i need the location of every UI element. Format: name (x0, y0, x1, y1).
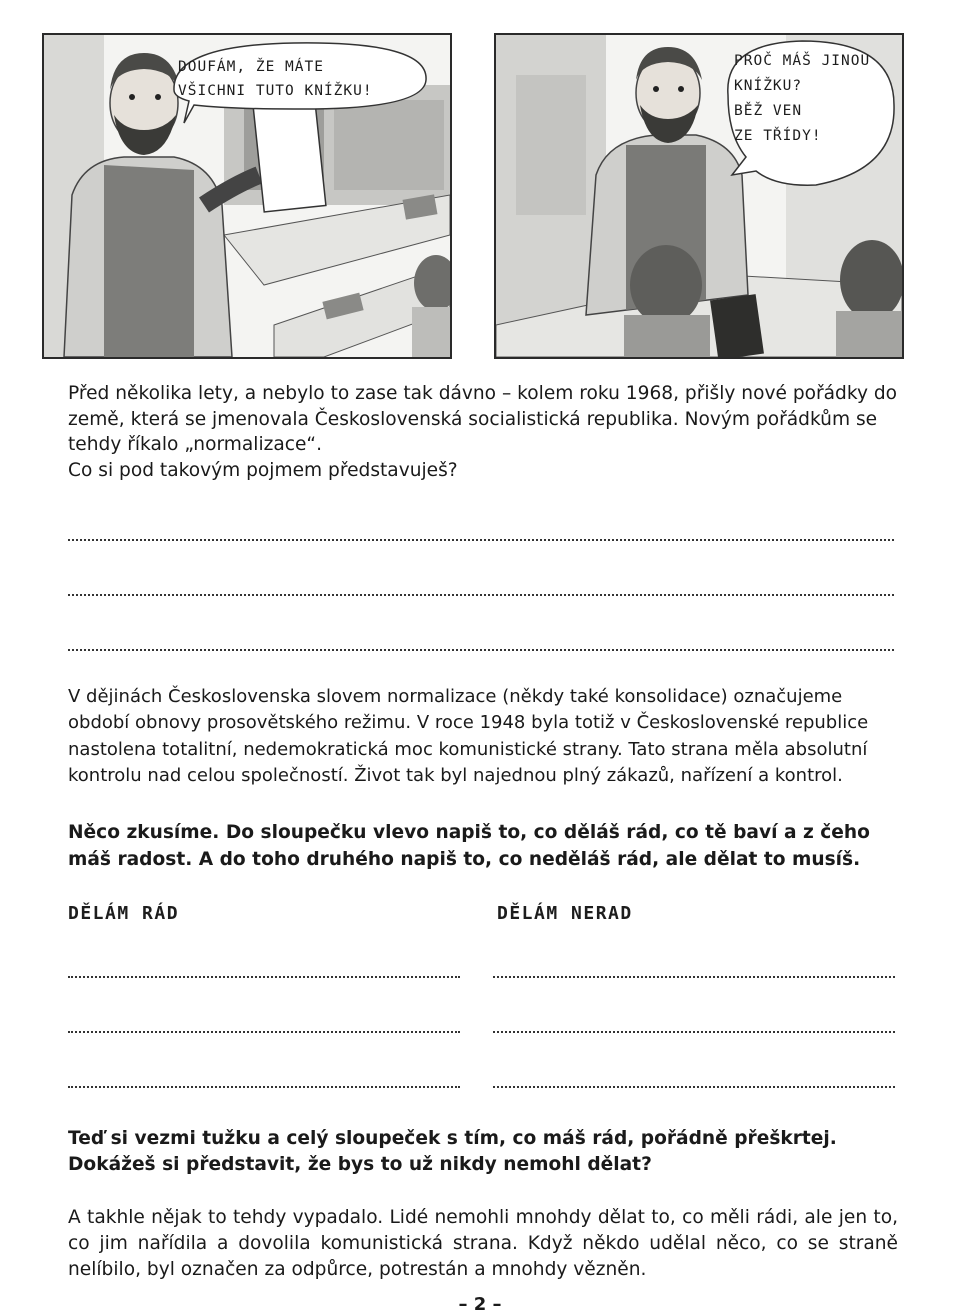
intro-paragraph: Před několika lety, a nebylo to zase tak dávno – kolem roku 1968, přišly nové pořádky do země, která se jmenovala Československá socialistická republika. Novým pořádkům se tehdy říkalo „normalizace“. (68, 383, 898, 455)
answer-line[interactable] (68, 649, 894, 651)
dislike-answer-line[interactable] (493, 1086, 895, 1088)
like-answer-line[interactable] (68, 1031, 460, 1033)
like-answer-line[interactable] (68, 1086, 460, 1088)
crossout-line-1: Teď si vezmi tužku a celý sloupeček s tím, co máš rád, pořádně přeškrtej. (68, 1128, 837, 1149)
answer-line[interactable] (68, 594, 894, 596)
task-instructions: Něco zkusíme. Do sloupečku vlevo napiš to, co děláš rád, co tě baví a z čeho máš radost. A do toho druhého napiš to, co neděláš rád, ale dělat to musíš. (68, 822, 870, 870)
comic-panel-left (42, 33, 452, 359)
answer-line[interactable] (68, 539, 894, 541)
dislike-answer-line[interactable] (493, 1031, 895, 1033)
speech-bubble-left: DOUFÁM, ŽE MÁTE VŠICHNI TUTO KNÍŽKU! (178, 59, 373, 99)
conclusion-paragraph: A takhle nějak to tehdy vypadalo. Lidé nemohli mnohdy dělat to, co měli rádi, ale jen to, co jim nařídila a dovolila komunistická strana. Když někdo udělal něco, co se straně nelíbilo, byl označen za odpůrce, potrestán a mnohdy vězněn. (68, 1207, 898, 1280)
intro-question: Co si pod takovým pojmem představuješ? (68, 460, 458, 481)
column-title-like: DĚLÁM RÁD (68, 903, 180, 924)
like-answer-line[interactable] (68, 976, 460, 978)
crossout-instructions (68, 1126, 898, 1178)
crossout-line-2: Dokážeš si představit, že bys to už nikdy nemohl dělat? (68, 1154, 652, 1175)
history-paragraph: V dějinách Československa slovem normalizace (někdy také konsolidace) označujeme období obnovy prosovětského režimu. V roce 1948 byla totiž v Československé republice nastolena totalitní, nedemokratická moc komunistické strany. Tato strana měla absolutní kontrolu nad celou společností. Život tak byl najednou plný zákazů, nařízení a kontrol. (68, 686, 869, 787)
page-number: – 2 – (458, 1294, 502, 1315)
column-title-dislike: DĚLÁM NERAD (497, 903, 633, 924)
speech-bubble-right: PROČ MÁŠ JINOU KNÍŽKU? BĚŽ VEN ZE TŘÍDY! (734, 53, 871, 144)
comic-panel-right (494, 33, 904, 359)
dislike-answer-line[interactable] (493, 976, 895, 978)
